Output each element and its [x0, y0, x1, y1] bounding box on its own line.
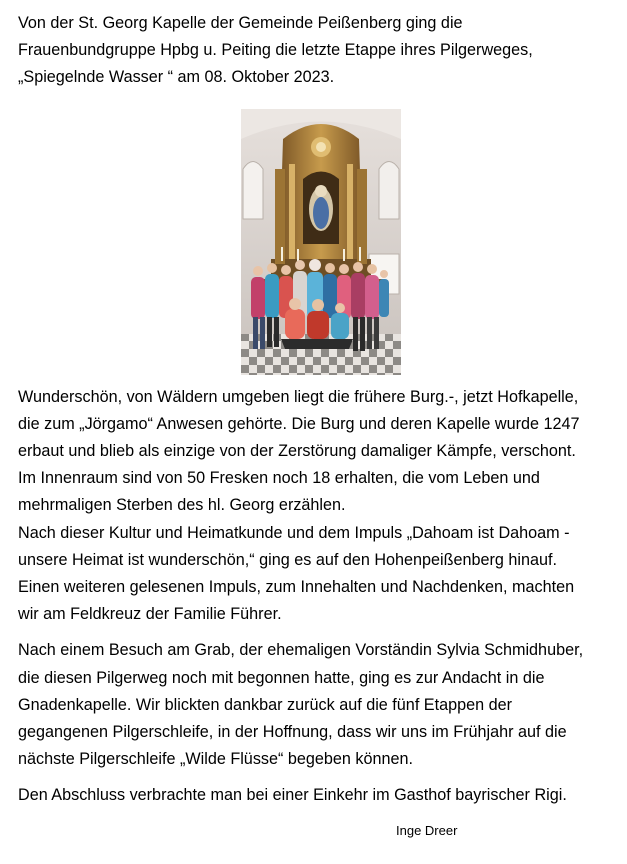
body-line: gegangenen Pilgerschleife, in der Hoffnung, dass wir uns im Frühjahr auf die — [18, 723, 567, 742]
body-line: wir am Feldkreuz der Familie Führer. — [18, 605, 282, 624]
paragraph-spacer — [18, 773, 623, 782]
body-line: Im Innenraum sind von 50 Fresken noch 18 erhalten, die vom Leben und — [18, 469, 540, 488]
body-line: Den Abschluss verbrachte man bei einer Einkehr im Gasthof bayrischer Rigi. — [18, 786, 567, 805]
intro-paragraph — [18, 10, 623, 92]
body-line: die diesen Pilgerweg noch mit begonnen hatte, ging es zur Andacht in die — [18, 668, 545, 687]
chapel-group-photo-image — [241, 109, 401, 375]
body-paragraph-2 — [18, 637, 623, 773]
body-line: Gnadenkapelle. Wir blickten dankbar zurück auf die fünf Etappen der — [18, 695, 513, 714]
body-paragraph-1 — [18, 384, 623, 629]
body-line: unsere Heimat ist wunderschön,“ ging es auf den Hohenpeißenberg hinauf. — [18, 550, 558, 569]
body-line: erbaut und blieb als einzige von der Zerstörung damaliger Kämpfe, verschont. — [18, 442, 576, 461]
body-line: Wunderschön, von Wäldern umgeben liegt die frühere Burg.-, jetzt Hofkapelle, — [18, 387, 579, 406]
paragraph-spacer — [18, 628, 623, 637]
intro-line: Von der St. Georg Kapelle der Gemeinde Peißenberg ging die — [18, 14, 463, 32]
document-page — [18, 10, 623, 810]
body-paragraph-3 — [18, 782, 623, 809]
body-line: mehrmaligen Sterben des hl. Georg erzählen. — [18, 496, 346, 515]
intro-line: Frauenbundgruppe Hpbg u. Peiting die letzte Etappe ihres Pilgerweges, — [18, 41, 533, 60]
body-line: nächste Pilgerschleife „Wilde Flüsse“ begeben können. — [18, 750, 414, 769]
body-line: Nach einem Besuch am Grab, der ehemaligen Vorständin Sylvia Schmidhuber, — [18, 641, 584, 660]
author-signature: Inge Dreer — [396, 823, 458, 838]
intro-line: „Spiegelnde Wasser “ am 08. Oktober 2023. — [18, 68, 335, 87]
body-line: die zum „Jörgamo“ Anwesen gehörte. Die Burg und deren Kapelle wurde 1247 — [18, 414, 580, 433]
group-photo — [241, 109, 401, 375]
body-line: Nach dieser Kultur und Heimatkunde und dem Impuls „Dahoam ist Dahoam - — [18, 523, 570, 542]
body-line: Einen weiteren gelesenen Impuls, zum Innehalten und Nachdenken, machten — [18, 578, 575, 597]
